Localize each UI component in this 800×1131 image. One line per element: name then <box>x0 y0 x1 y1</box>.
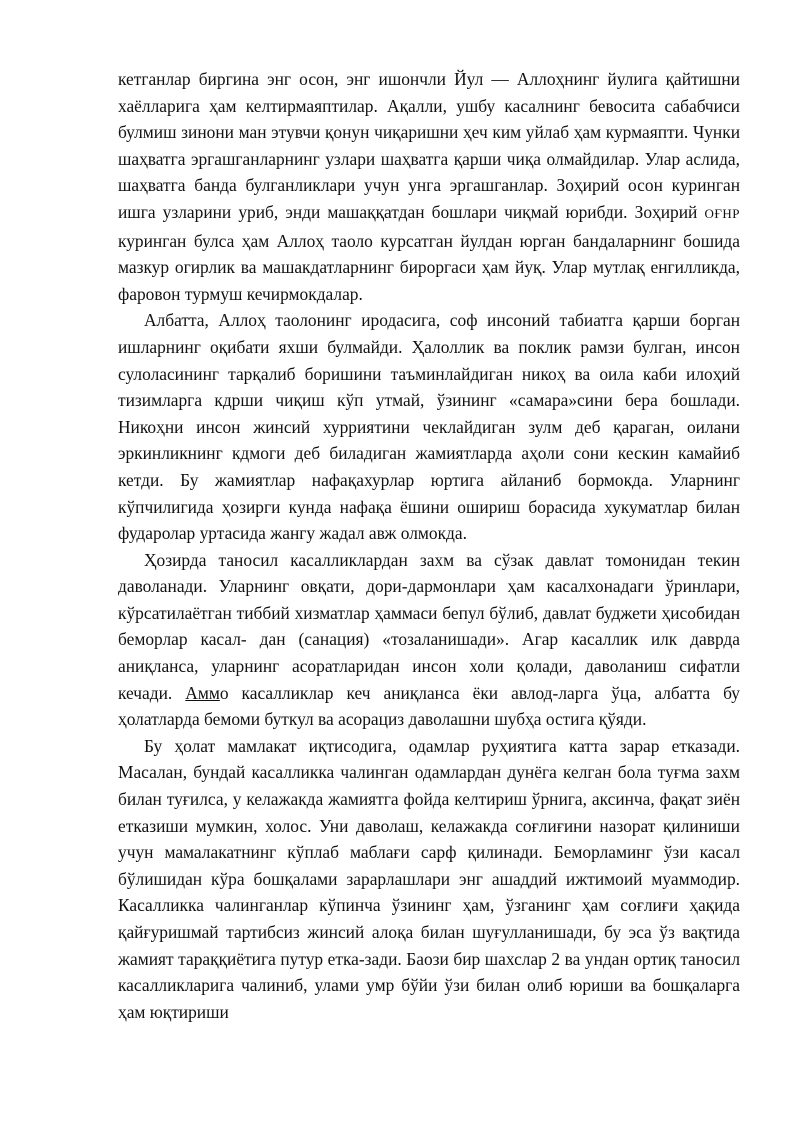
paragraph-1-text-end: куринган булса ҳам Аллоҳ таоло курсатган йулдан юрган бандаларнинг бошида мазкур огирлик ва машакдатларнинг бироргаси ҳам йуқ. Улар мутлақ енгилликда, фаровон турмуш кечирмокдалар. <box>118 230 740 304</box>
paragraph-3 <box>118 547 740 733</box>
garbled-word: ОҒНР <box>704 205 740 221</box>
paragraph-2: Албатта, Аллоҳ таолонинг иродасига, соф инсоний табиатга қарши борган ишларнинг оқибати яхши булмайди. Ҳалоллик ва поклик рамзи булган, инсон сулоласининг тарқалиб боришини таъминлайдиган никоҳ ва оила каби илоҳий тизимларга кдрши чиқиш кўп утмай, ўзининг «самара»сини бера бошлади. Никоҳни инсон жинсий хурриятини чеклайдиган зулм деб қараган, оилани эркинликнинг кдмоги деб биладиган жамиятларда аҳоли сони кескин камайиб кетди. Бу жамиятлар нафақахурлар юртига айланиб бормокда. Уларнинг кўпчилигида ҳозирги кунда нафақа ёшини ошириш борасида хукуматлар билан фударолар уртасида жангу жадал авж олмокда. <box>118 310 740 544</box>
paragraph-1-text-start: кетганлар биргина энг осон, энг ишончли Йул — Аллоҳнинг йулига қайтишни хаёлларига ҳам келтирмаяптилар. Ақалли, ушбу касалнинг бевосита сабабчиси булмиш зинони ман этувчи қонун чиқаришни ҳеч ким уйлаб ҳам курмаяпти. Чунки шаҳватга эргашганларнинг узлари шаҳватга қарши чиқа олмайдилар. Улар аслида, шаҳватга банда булганликлари учун унга эргашганлар. Зоҳирий осон куринган ишга узларини уриб, энди машаққатдан бошлари чиқмай юрибди. Зоҳирий <box>118 69 740 222</box>
paragraph-1 <box>118 66 740 307</box>
document-page <box>118 66 740 1025</box>
underlined-word: Амм <box>185 682 220 703</box>
paragraph-4: Бу ҳолат мамлакат иқтисодига, одамлар руҳиятига катта зарар етказади. Масалан, бундай касалликка чалинган одамлардан дунёга келган бола туғма захм билан туғилса, у келажакда жамиятга фойда келтириш ўрнига, аксинча, фақат зиён етказиши мумкин, холос. Уни даволаш, келажакда соғлиғини назорат қилиниши учун мамалакатнинг кўплаб маблағи сарф қилинади. Беморламинг ўзи касал бўлишидан кўра бошқалами зарарлашлари энг ашаддий ижтимоий муаммодир. Касалликка чалинганлар кўпинча ўзининг ҳам, ўзганинг ҳам соғлиғи ҳақида қайғуришмай тартибсиз жинсий алоқа билан шуғулланишади, бу эса ўз вақтида жамият тараққиётига путур етка-зади. Баози бир шахслар 2 ва ундан ортиқ таносил касалликларига чалиниб, улами умр бўйи ўзи билан олиб юриши ва бошқаларга ҳам юқтириши <box>118 735 740 1022</box>
paragraph-3-text-end: о касалликлар кеч аниқланса ёки авлод-ларга ўца, албатта бу ҳолатларда бемоми буткул ва асорациз даволашни шубҳа остига қўяди. <box>118 682 741 730</box>
paragraph-3-text-start: Ҳозирда таносил касалликлардан захм ва сўзак давлат томонидан текин даволанади. Уларнинг овқати, дори-дармонлари ҳам касалхонадаги ўринлари, кўрсатилаётган тиббий хизматлар ҳаммаси бепул бўлиб, давлат буджети ҳисобидан беморлар касал- дан (санация) «тозаланишади». Агар касаллик илк даврда аниқланса, уларнинг асоратларидан инсон холи қолади, даволаниш сифатли кечади. <box>118 549 740 703</box>
